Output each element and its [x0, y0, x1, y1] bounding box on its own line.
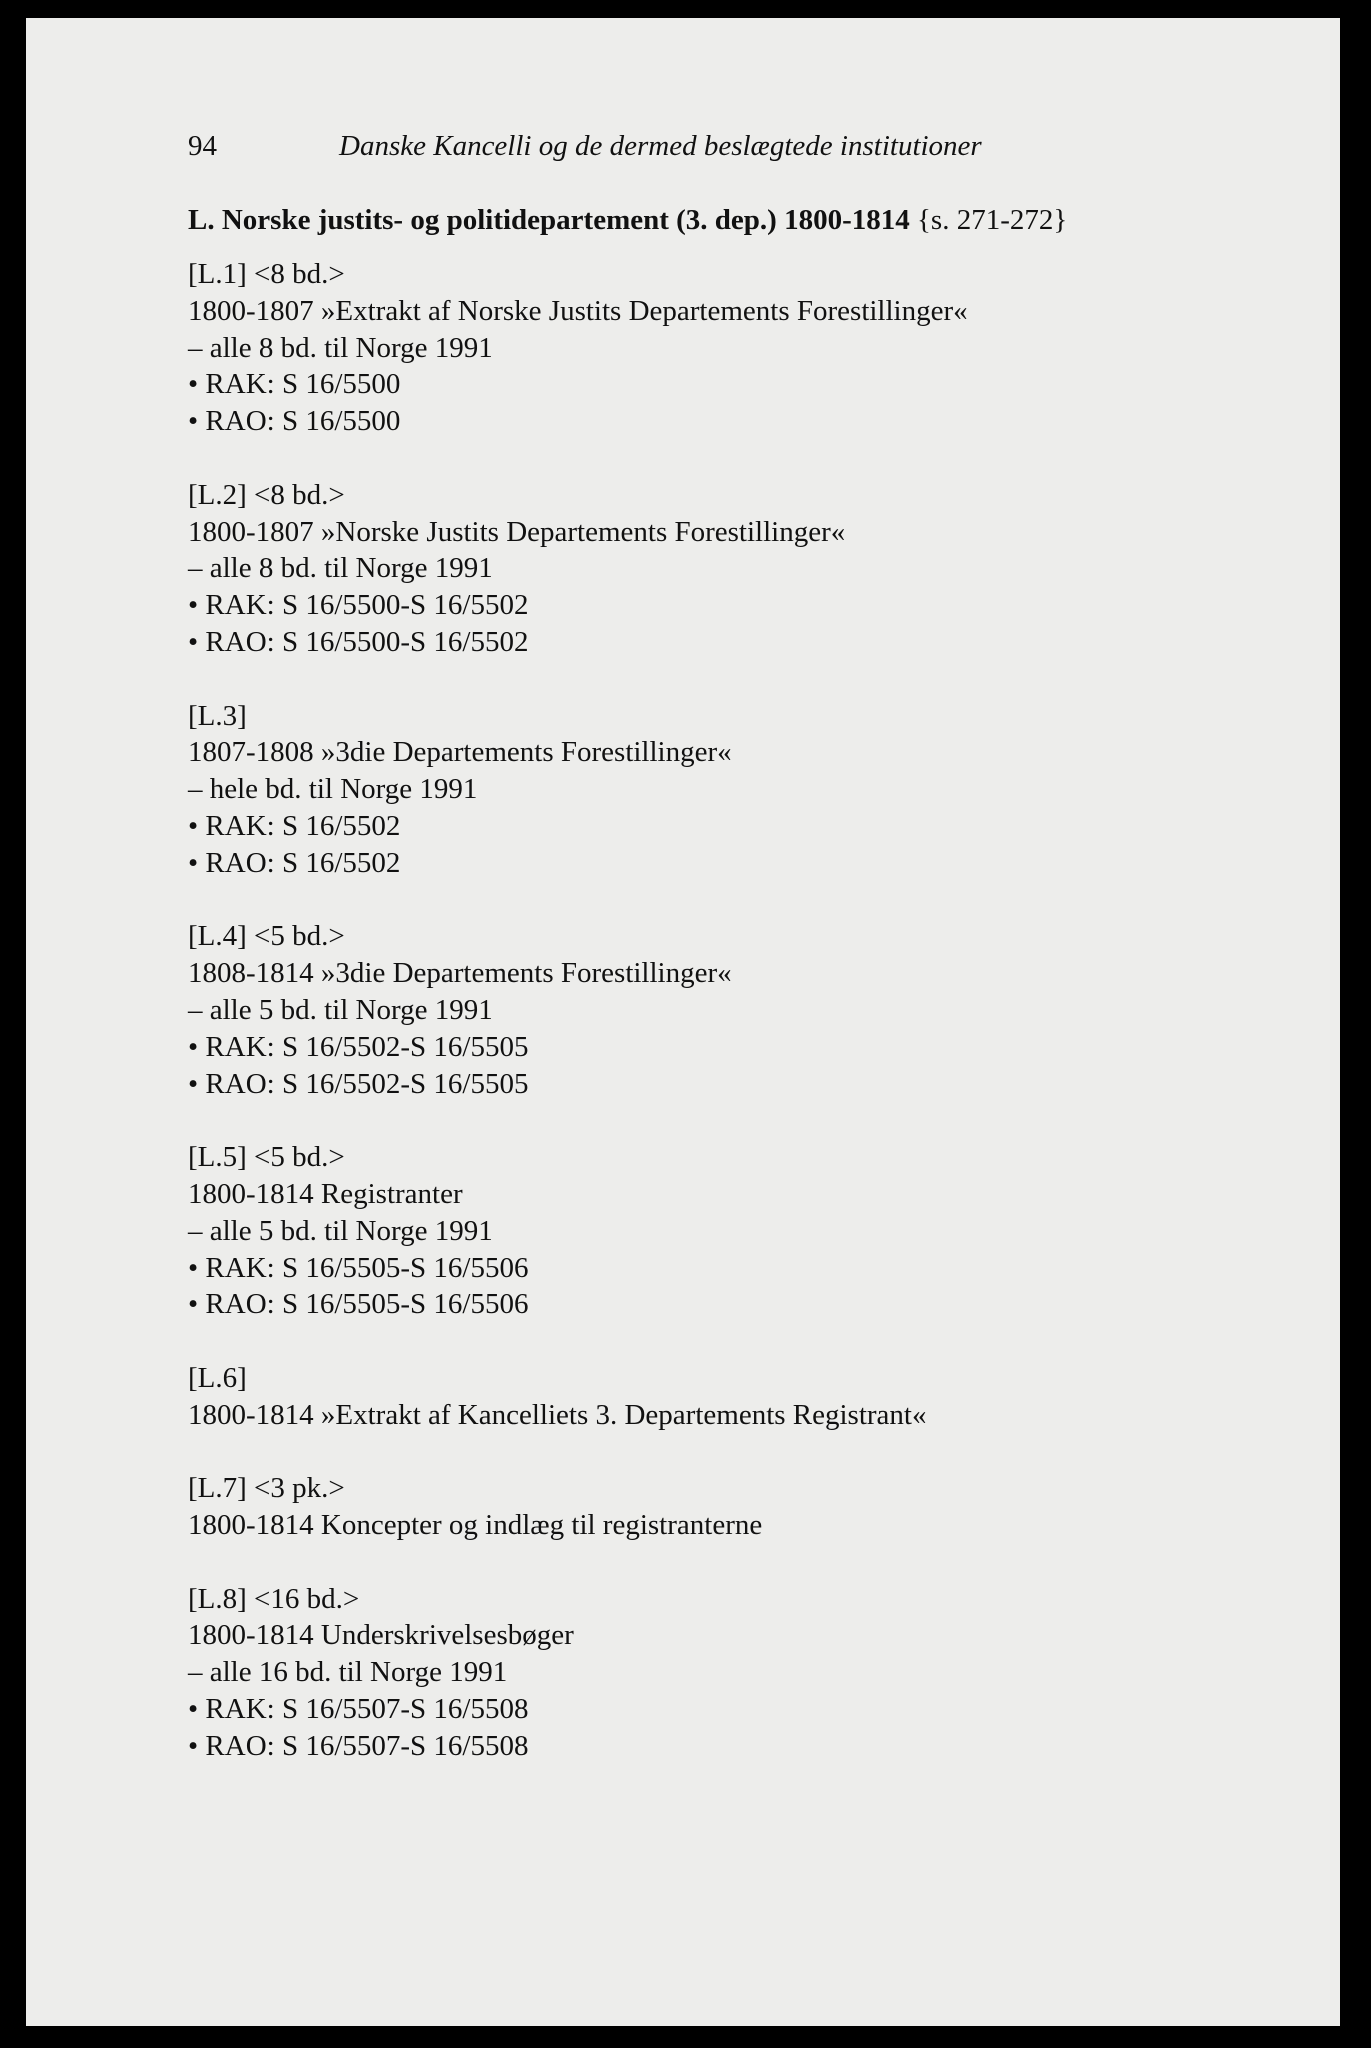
entry-transfer-note: – alle 8 bd. til Norge 1991 [188, 331, 493, 364]
entry-archive-location: • RAK: S 16/5500-S 16/5502 [188, 589, 529, 622]
entry-transfer-note: – alle 5 bd. til Norge 1991 [188, 1214, 493, 1247]
entry-description: 1800-1814 Underskrivelsesbøger [188, 1619, 574, 1652]
archive-entry [188, 918, 1288, 1102]
entry-description: 1800-1807 »Extrakt af Norske Justits Departements Forestillinger« [188, 294, 968, 327]
entry-reference: [L.1] <8 bd.> [188, 258, 345, 290]
entry-reference: [L.4] <5 bd.> [188, 920, 345, 953]
entry-description: 1800-1814 »Extrakt af Kancelliets 3. Departements Registrant« [188, 1398, 927, 1431]
entry-list [188, 256, 1288, 1801]
section-title: L. Norske justits- og politidepartement (3. dep.) 1800-1814 [188, 204, 910, 236]
archive-entry [188, 1581, 1288, 1765]
entry-archive-location: • RAK: S 16/5502-S 16/5505 [188, 1030, 529, 1063]
entry-archive-location: • RAK: S 16/5507-S 16/5508 [188, 1693, 529, 1726]
archive-entry [188, 698, 1288, 882]
section-heading [188, 200, 1288, 240]
entry-reference: [L.7] <3 pk.> [188, 1472, 345, 1505]
entry-reference: [L.5] <5 bd.> [188, 1141, 345, 1174]
entry-archive-location: • RAO: S 16/5500 [188, 405, 401, 438]
entry-transfer-note: – alle 8 bd. til Norge 1991 [188, 552, 493, 585]
entry-description: 1808-1814 »3die Departements Forestillinger« [188, 957, 732, 990]
entry-description: 1807-1808 »3die Departements Forestillinger« [188, 736, 732, 769]
entry-archive-location: • RAO: S 16/5502-S 16/5505 [188, 1067, 529, 1100]
entry-description: 1800-1814 Registranter [188, 1177, 463, 1210]
entry-archive-location: • RAO: S 16/5505-S 16/5506 [188, 1288, 529, 1321]
entry-reference: [L.6] [188, 1361, 247, 1394]
running-title: Danske Kancelli og de dermed beslægtede institutioner [339, 130, 982, 162]
entry-transfer-note: – hele bd. til Norge 1991 [188, 773, 478, 806]
entry-reference: [L.2] <8 bd.> [188, 478, 345, 511]
entry-reference: [L.8] <16 bd.> [188, 1582, 360, 1615]
archive-entry [188, 477, 1288, 661]
entry-reference: [L.3] [188, 699, 247, 732]
section-page-ref: {s. 271-272} [916, 204, 1068, 236]
entry-archive-location: • RAK: S 16/5505-S 16/5506 [188, 1251, 529, 1284]
page-number: 94 [188, 130, 217, 162]
document-page [26, 18, 1340, 2026]
entry-description: 1800-1814 Koncepter og indlæg til registranterne [188, 1509, 763, 1542]
entry-archive-location: • RAK: S 16/5502 [188, 809, 401, 842]
entry-archive-location: • RAO: S 16/5500-S 16/5502 [188, 625, 529, 658]
archive-entry [188, 1470, 1288, 1544]
entry-archive-location: • RAO: S 16/5502 [188, 846, 401, 879]
entry-transfer-note: – alle 16 bd. til Norge 1991 [188, 1656, 508, 1689]
entry-description: 1800-1807 »Norske Justits Departements Forestillinger« [188, 515, 846, 548]
archive-entry [188, 1360, 1288, 1434]
archive-entry [188, 256, 1288, 440]
running-head [188, 126, 1148, 166]
entry-archive-location: • RAO: S 16/5507-S 16/5508 [188, 1729, 529, 1762]
entry-archive-location: • RAK: S 16/5500 [188, 368, 401, 401]
entry-transfer-note: – alle 5 bd. til Norge 1991 [188, 993, 493, 1026]
archive-entry [188, 1139, 1288, 1323]
